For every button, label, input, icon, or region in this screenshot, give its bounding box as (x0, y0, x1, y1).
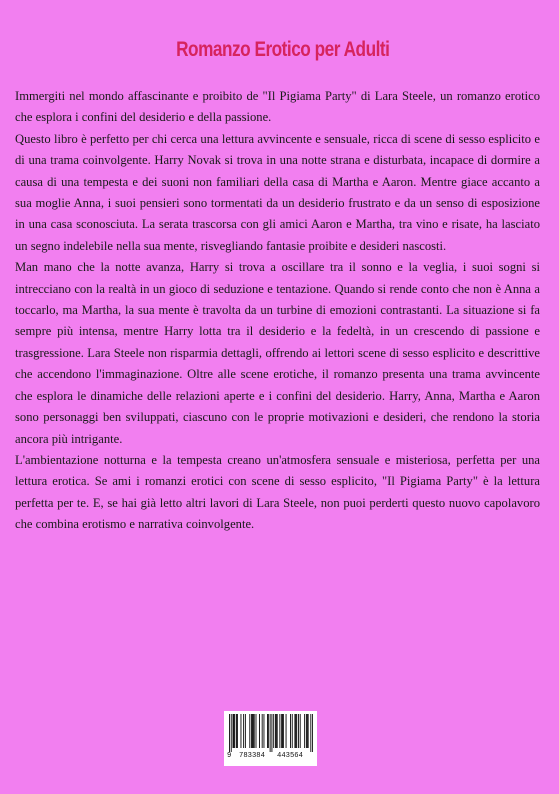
barcode-bar (249, 714, 250, 748)
barcode-digits (225, 752, 316, 764)
barcode-bar (263, 714, 264, 748)
barcode-bar (256, 714, 257, 748)
barcode-bar (282, 714, 283, 748)
paragraph: Questo libro è perfetto per chi cerca una lettura avvincente e sensuale, ricca di scene di sesso esplicito e di una trama coinvolgente. Harry Novak si trova in una notte strana e disturbata, incapace di dormire a causa di una tempesta e dei suoni non familiari della casa di Martha e Aaron. Mentre giace accanto a sua moglie Anna, i suoi pensieri sono tormentati da un desiderio frustrato e da un senso di esposizione in una casa sconosciuta. La serata trascorsa con gli amici Aaron e Martha, tra vino e risate, ha lasciato un segno indelebile nella sua mente, risvegliando fantasie proibite e desideri nascosti. (15, 131, 540, 253)
barcode-bar (270, 714, 271, 752)
paragraph: Man mano che la notte avanza, Harry si trova a oscillare tra il sonno e la veglia, i suoi sogni si intrecciano con la realtà in un gioco di seduzione e tentazione. Quando si rende conto che non è Anna a toccarlo, ma Martha, la sua mente è travolta da un turbine di emozioni contrastanti. La situazione si fa sempre più intensa, mentre Harry lotta tra il desiderio e la fedeltà, in un crescendo di passione e trasgressione. Lara Steele non risparmia dettagli, offrendo ai lettori scene di sesso esplicito e descrittive che accendono l'immaginazione. Oltre alle scene erotiche, il romanzo presenta una trama avvincente che esplora le dinamiche delle relazioni aperte e i confini del desiderio. Harry, Anna, Martha e Aaron sono personaggi ben sviluppati, ciascuno con le proprie motivazioni e desideri, che rendono la storia ancora più intrigante. (15, 260, 540, 446)
barcode-bar (271, 714, 272, 752)
barcode-bar (233, 714, 234, 748)
barcode-bar (253, 714, 254, 748)
page-title: Romanzo Erotico per Adulti (176, 38, 390, 61)
barcode-bar (237, 714, 238, 748)
paragraph: Immergiti nel mondo affascinante e proibito de "Il Pigiama Party" di Lara Steele, un romanzo erotico che esplora i confini del desiderio e della passione. (15, 89, 540, 125)
barcode-bar (307, 714, 308, 748)
barcode-bar (310, 714, 311, 752)
barcode-bar (295, 714, 296, 748)
barcode-bar (286, 714, 287, 748)
barcode-bar (292, 714, 293, 748)
barcode-bar (294, 714, 295, 748)
barcode-bar (300, 714, 301, 748)
barcode-bar (234, 714, 235, 748)
barcode-bar (259, 714, 260, 748)
barcode-bar (233, 714, 234, 748)
barcode-bar (245, 714, 246, 748)
barcode-bar (312, 714, 313, 752)
barcode-bar (308, 714, 309, 748)
barcode-bar (267, 714, 268, 748)
barcode-bar (262, 714, 263, 748)
barcode-bar (298, 714, 299, 748)
blurb-text (15, 86, 540, 536)
barcode-bar (277, 714, 278, 748)
barcode-lead-digit: 9 (227, 752, 232, 760)
barcode-bar (273, 714, 274, 748)
barcode-bar (306, 714, 307, 748)
barcode-bar (254, 714, 255, 748)
barcode-bar (275, 714, 276, 748)
barcode-bar (231, 714, 232, 752)
barcode-bar (268, 714, 269, 748)
paragraph: L'ambientazione notturna e la tempesta creano un'atmosfera sensuale e misteriosa, perfetta per una lettura erotica. Se ami i romanzi erotici con scene di sesso esplicito, "Il Pigiama Party" è la lettura perfetta per te. E, se hai già letto altri lavori di Lara Steele, non puoi perderti questo nuovo capolavoro che combina erotismo e narrativa coinvolgente. (15, 452, 540, 532)
barcode-bar (279, 714, 280, 748)
barcode-bar (276, 714, 277, 748)
barcode-left-group: 783384 (239, 752, 265, 760)
isbn-barcode (224, 711, 317, 766)
barcode-bar (229, 714, 230, 752)
barcode-right-group: 443564 (277, 752, 303, 760)
barcode-bar (304, 714, 305, 748)
barcode-bars (229, 714, 313, 752)
barcode-bar (251, 714, 252, 748)
barcode-bar (240, 714, 241, 748)
barcode-bar (281, 714, 282, 748)
barcode-bar (283, 714, 284, 748)
barcode-bar (252, 714, 253, 748)
barcode-bar (236, 714, 237, 748)
barcode-bar (243, 714, 244, 748)
barcode-bar (296, 714, 297, 748)
barcode-bar (290, 714, 291, 748)
